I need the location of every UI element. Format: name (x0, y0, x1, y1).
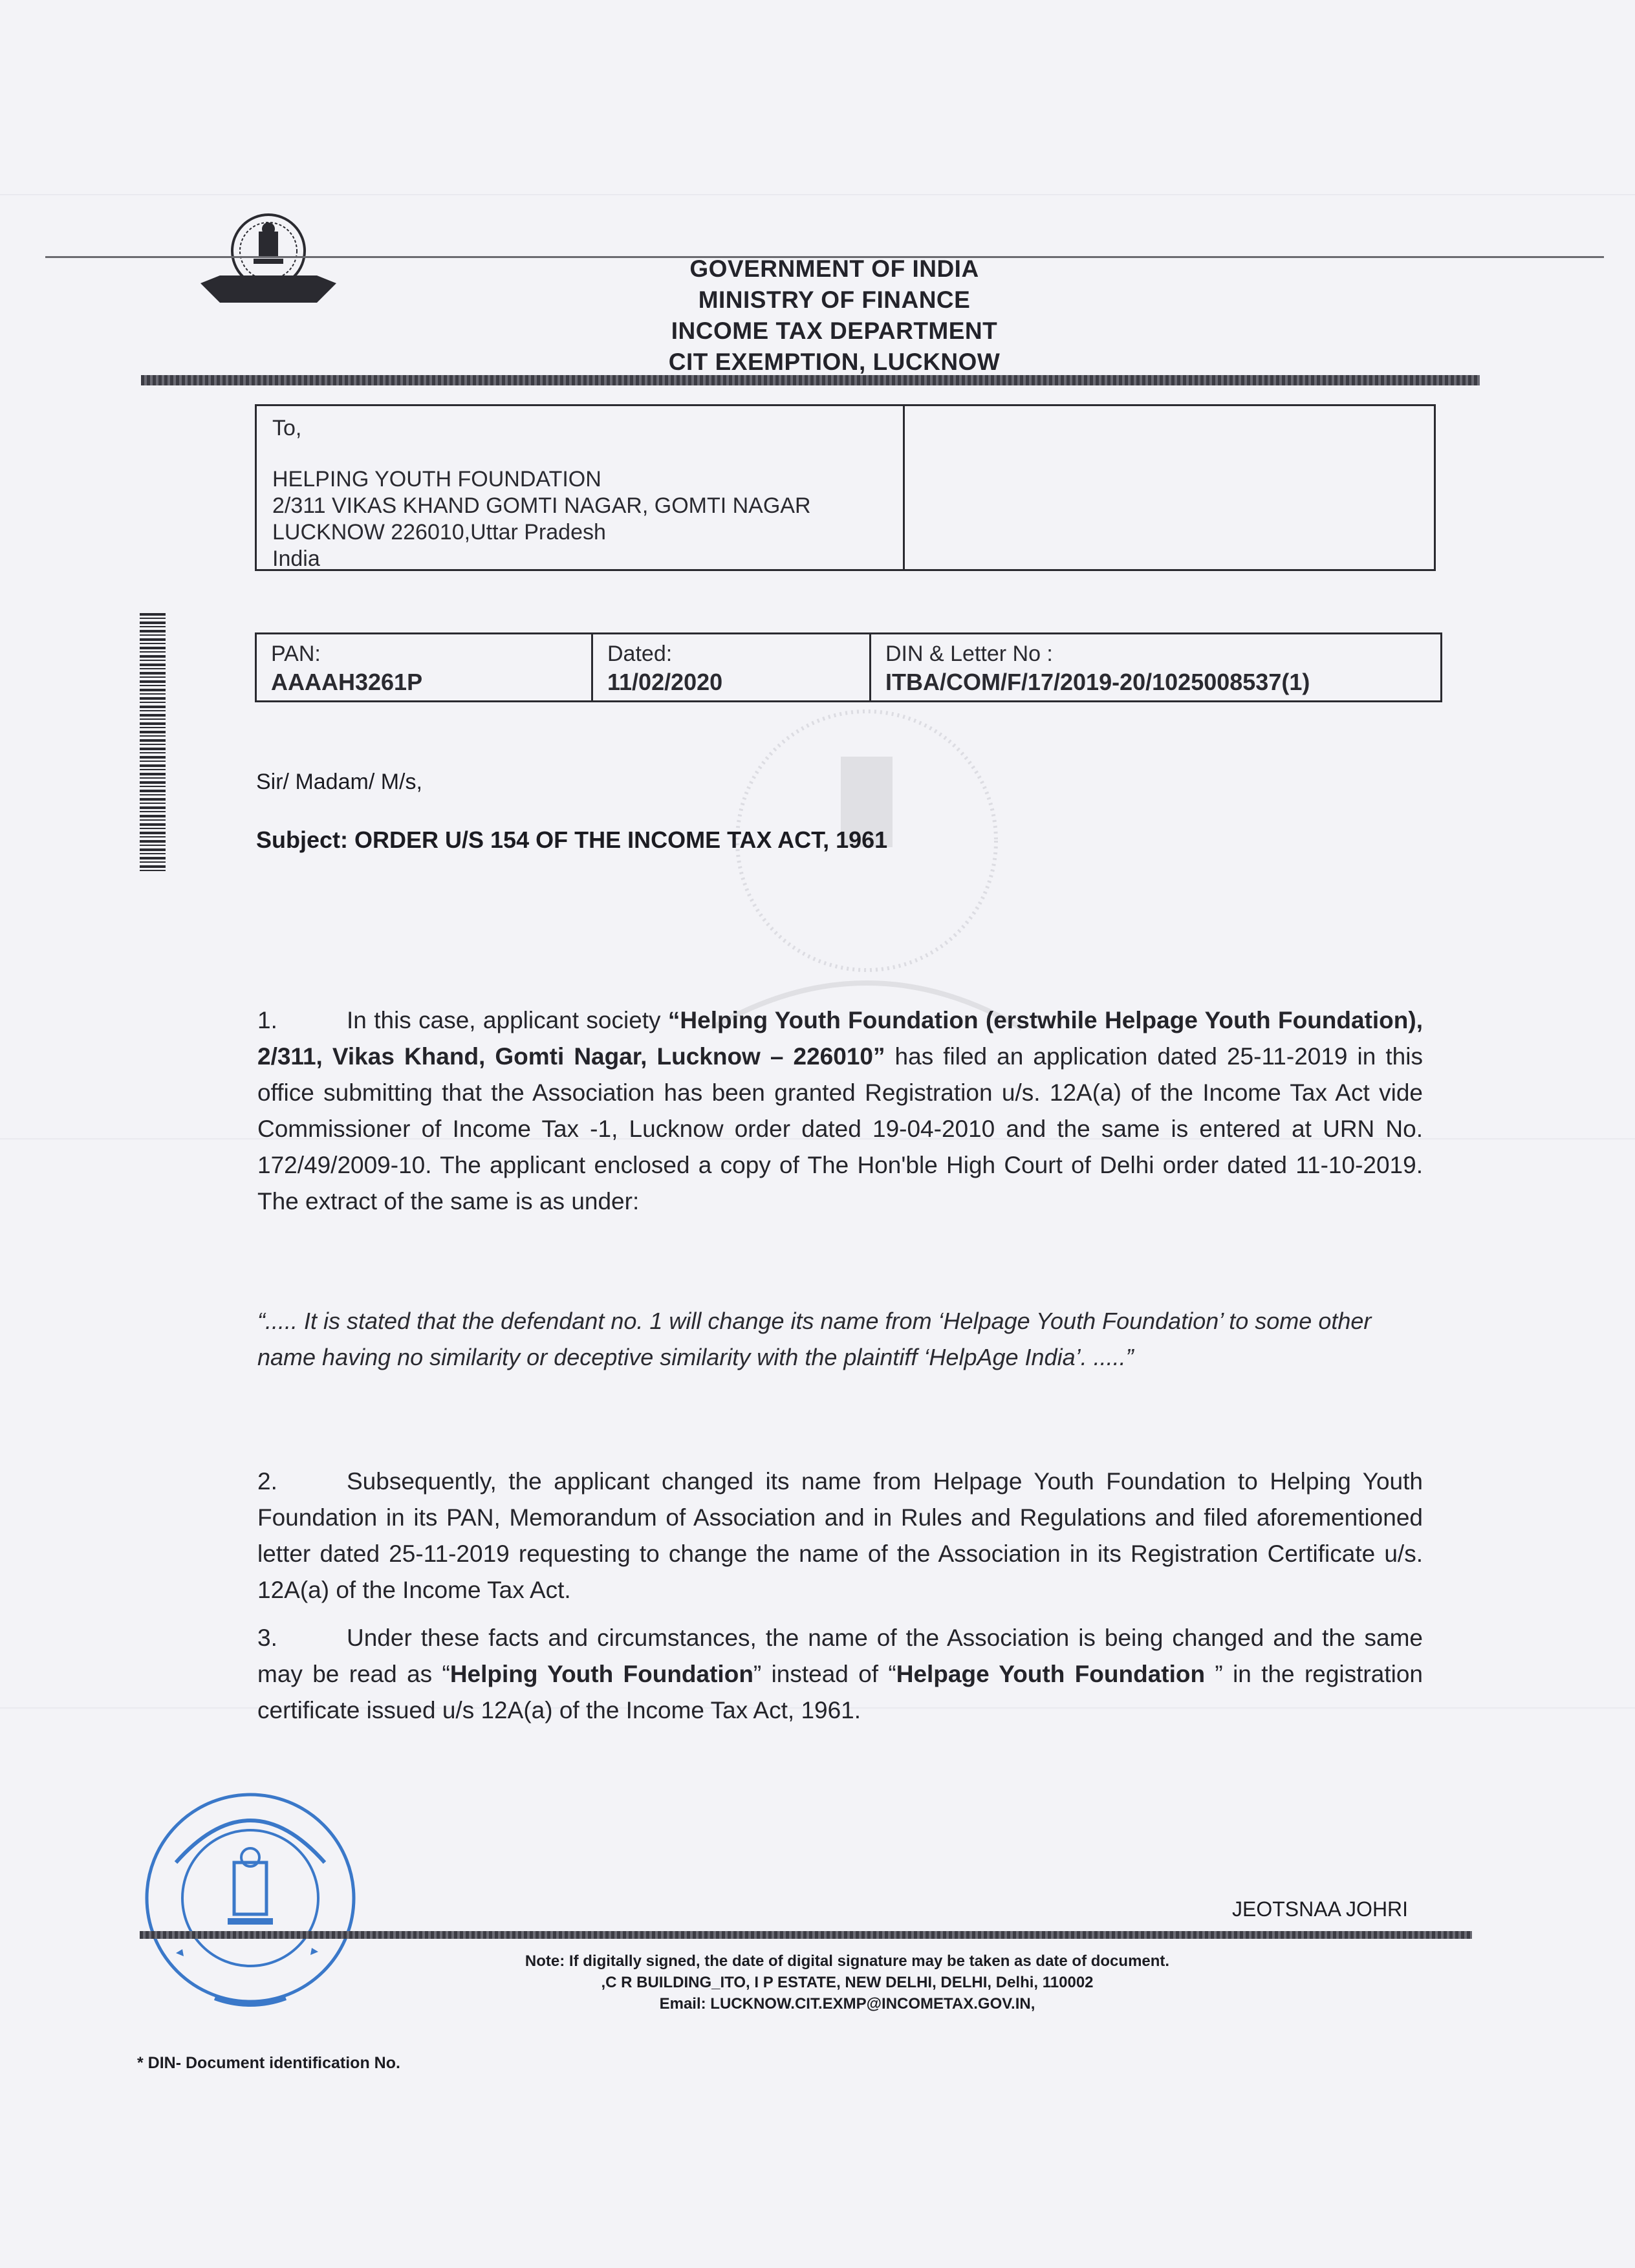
header-rule (141, 375, 1480, 385)
din-value: ITBA/COM/F/17/2019-20/1025008537(1) (885, 669, 1310, 695)
letterhead (479, 254, 1190, 378)
footer-email: Email: LUCKNOW.CIT.EXMP@INCOMETAX.GOV.IN, (659, 1995, 1035, 2013)
barcode-strip (140, 613, 166, 872)
signatory-name: JEOTSNAA JOHRI (1232, 1897, 1409, 1921)
court-extract-quote: “..... It is stated that the defendant no. 1 will change its name from ‘Helpage Youth Foundation’ to some other name having no similarity or deceptive similarity with the plaintiff ‘HelpAge India’. .....” (257, 1308, 1372, 1370)
applicant-name: “Helping Youth Foundation (erstwhile Helpage Youth Foundation), 2/311, Vikas Khand, Gomti Nagar, Lucknow – 226010” (257, 1007, 1423, 1070)
header-line3: INCOME TAX DEPARTMENT (671, 318, 998, 344)
paragraph-number: 2. (257, 1468, 277, 1495)
pan-cell (257, 634, 591, 700)
paragraph-1 (257, 1002, 1423, 1220)
footer-address: ,C R BUILDING_ITO, I P ESTATE, NEW DELHI, DELHI, Delhi, 110002 (601, 1974, 1094, 1991)
header-line1: GOVERNMENT OF INDIA (689, 255, 979, 282)
pan-label: PAN: (271, 642, 321, 666)
subject-line: Subject: ORDER U/S 154 OF THE INCOME TAX ACT, 1961 (256, 826, 888, 853)
paragraph-text: Under these facts and circumstances, the name of the Association is being changed and the same may be read as “ (257, 1625, 1423, 1687)
paragraph-number: 3. (257, 1625, 277, 1651)
address-blank-cell (905, 406, 1434, 569)
address-block (257, 406, 905, 569)
footer-note (362, 1950, 1332, 2014)
address-line1: 2/311 VIKAS KHAND GOMTI NAGAR, GOMTI NAGAR (272, 493, 811, 518)
reference-box (255, 632, 1442, 702)
address-box (255, 404, 1436, 571)
paragraph-text: ” in the registration certificate issued u/s 12A(a) of the Income Tax Act, 1961. (257, 1661, 1423, 1723)
date-label: Dated: (607, 642, 673, 666)
paragraph-number: 1. (257, 1007, 277, 1033)
footer-note-line1: Note: If digitally signed, the date of digital signature may be taken as date of document. (525, 1952, 1170, 1970)
paragraph-text: ” instead of “ (753, 1661, 896, 1687)
address-line3: India (272, 546, 320, 571)
footer-rule (140, 1931, 1472, 1939)
header-line4: CIT EXEMPTION, LUCKNOW (668, 349, 1001, 375)
paragraph-3 (257, 1620, 1423, 1729)
old-name: Helpage Youth Foundation (896, 1661, 1206, 1687)
din-cell (869, 634, 1440, 700)
paragraph-text: Subsequently, the applicant changed its name from Helpage Youth Foundation to Helping Youth Foundation in its PAN, Memorandum of Association and in Rules and Regulations and filed aforementioned letter dated 25-11-2019 requesting to change the name of the Association in its Registration Certificate u/s. 12A(a) of the Income Tax Act. (257, 1468, 1423, 1603)
fold-line (0, 194, 1635, 195)
din-label: DIN & Letter No : (885, 642, 1053, 666)
salutation: Sir/ Madam/ M/s, (256, 770, 422, 794)
paragraph-text: has filed an application dated 25-11-2019 in this office submitting that the Association has been granted Registration u/s. 12A(a) of the Income Tax Act vide Commissioner of Income Tax -1, Lucknow order dated 19-04-2010 and the same is entered at URN No. 172/49/2009-10. The applicant enclosed a copy of The Hon'ble High Court of Delhi order dated 11-10-2019. The extract of the same is as under: (257, 1043, 1423, 1215)
pan-value: AAAAH3261P (271, 669, 423, 695)
office-seal-stamp (137, 1785, 363, 2011)
date-value: 11/02/2020 (607, 669, 723, 695)
paragraph-2 (257, 1463, 1423, 1608)
new-name: Helping Youth Foundation (449, 1661, 753, 1687)
address-line2: LUCKNOW 226010,Uttar Pradesh (272, 520, 606, 545)
paragraph-text: In this case, applicant society (347, 1007, 668, 1033)
recipient-name: HELPING YOUTH FOUNDATION (272, 467, 601, 491)
header-line2: MINISTRY OF FINANCE (698, 286, 971, 313)
din-footnote: * DIN- Document identification No. (137, 2054, 400, 2072)
income-tax-emblem-logo (194, 206, 343, 316)
watermark-emblem (634, 679, 1099, 1054)
address-to: To, (272, 416, 302, 440)
date-cell (591, 634, 869, 700)
